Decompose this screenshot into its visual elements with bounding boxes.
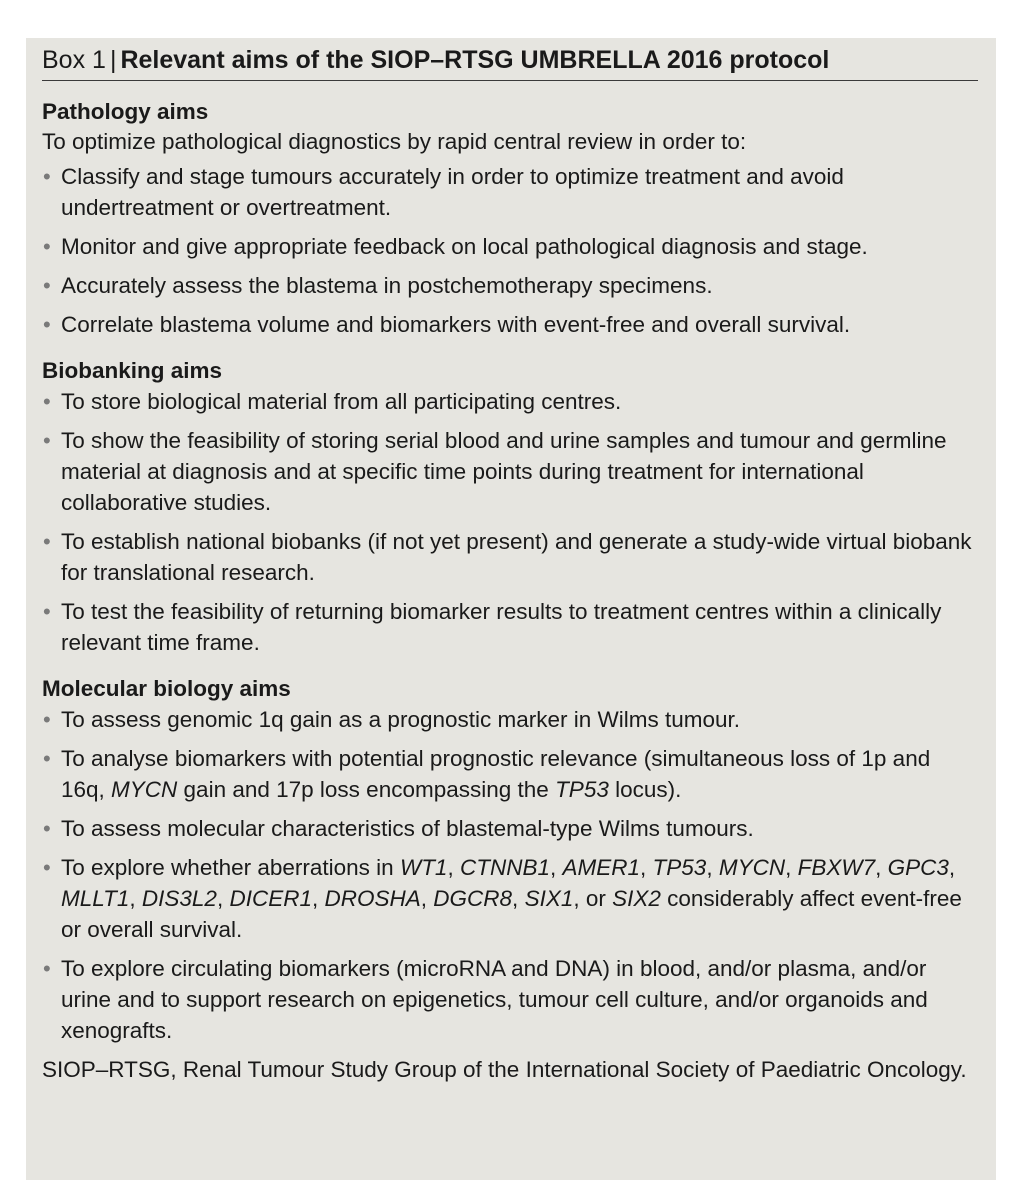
bullet-icon: •: [43, 855, 51, 880]
text-segment: Accurately assess the blastema in postchemotherapy specimens.: [61, 273, 713, 298]
text-segment: locus).: [608, 777, 682, 802]
bullet-icon: •: [43, 312, 51, 337]
gene-name: MYCN: [111, 777, 178, 802]
gene-name: CTNNB1: [459, 855, 550, 880]
text-segment: To store biological material from all participating centres.: [61, 389, 622, 414]
section-heading: Biobanking aims: [42, 358, 223, 383]
bullet-icon: •: [43, 599, 51, 624]
text-segment: ,: [447, 855, 460, 880]
text-segment: To assess molecular characteristics of blastemal-type Wilms tumours.: [61, 816, 754, 841]
gene-name: SIX1: [524, 886, 574, 911]
text-segment: To establish national biobanks (if not yet present) and generate a study-wide virtual biobank for translational research.: [61, 529, 972, 585]
footnote: SIOP–RTSG, Renal Tumour Study Group of the International Society of Paediatric Oncology.: [42, 1057, 967, 1082]
text-segment: Correlate blastema volume and biomarkers with event-free and overall survival.: [61, 312, 851, 337]
text-segment: ,: [948, 855, 956, 880]
box-heading: Relevant aims of the SIOP–RTSG UMBRELLA 2016 protocol: [120, 46, 830, 74]
gene-name: DGCR8: [433, 886, 513, 911]
gene-name: DICER1: [229, 886, 312, 911]
bullet-icon: •: [43, 234, 51, 259]
bullet-icon: •: [43, 746, 51, 771]
text-segment: considerably affect event-free or overall survival.: [61, 886, 962, 942]
bullet-icon: •: [43, 389, 51, 414]
text-segment: Classify and stage tumours accurately in order to optimize treatment and avoid undertreatment or overtreatment.: [61, 164, 844, 220]
bullet-icon: •: [43, 529, 51, 554]
list-item: [42, 743, 978, 805]
text-segment: ,: [129, 886, 142, 911]
text-segment: ,: [216, 886, 230, 911]
list-item: [42, 309, 978, 340]
text-segment: ,: [512, 886, 525, 911]
list-item: [42, 813, 978, 844]
bullet-icon: •: [43, 273, 51, 298]
gene-name: TP53: [652, 855, 707, 880]
text-segment: , or: [573, 886, 613, 911]
gene-name: GPC3: [887, 855, 949, 880]
box-1: [26, 38, 996, 1180]
gene-name: DIS3L2: [141, 886, 217, 911]
gene-name: TP53: [555, 777, 609, 802]
section-pathology-aims: [42, 97, 978, 340]
list-item: [42, 596, 978, 658]
section-heading: Pathology aims: [42, 99, 209, 124]
list-item: [42, 231, 978, 262]
list-item: [42, 953, 978, 1046]
section-molecular-biology-aims: [42, 674, 978, 1046]
text-segment: ,: [640, 855, 653, 880]
bullet-icon: •: [43, 956, 51, 981]
section-biobanking-aims: [42, 356, 978, 658]
list-item: [42, 270, 978, 301]
text-segment: To explore whether aberrations in: [61, 855, 400, 880]
gene-name: AMER1: [562, 855, 641, 880]
text-segment: ,: [785, 855, 798, 880]
box-title: [42, 44, 978, 81]
gene-name: DROSHA: [324, 886, 421, 911]
gene-name: FBXW7: [797, 855, 876, 880]
text-segment: ,: [875, 855, 888, 880]
aims-list: [42, 704, 978, 1046]
box-separator: |: [109, 46, 117, 74]
gene-name: MLLT1: [61, 886, 130, 911]
list-item: [42, 161, 978, 223]
list-item: [42, 704, 978, 735]
text-segment: ,: [420, 886, 434, 911]
text-segment: ,: [549, 855, 563, 880]
gene-name: SIX2: [612, 886, 661, 911]
bullet-icon: •: [43, 707, 51, 732]
text-segment: To show the feasibility of storing serial blood and urine samples and tumour and germline material at diagnosis and at specific time points during treatment for international collaborative studies.: [61, 428, 947, 515]
box-label: Box 1: [42, 46, 106, 74]
aims-list: [42, 161, 978, 340]
list-item: [42, 425, 978, 518]
gene-name: WT1: [399, 855, 448, 880]
bullet-icon: •: [43, 816, 51, 841]
list-item: [42, 526, 978, 588]
list-item: [42, 852, 978, 945]
text-segment: To explore circulating biomarkers (microRNA and DNA) in blood, and/or plasma, and/or urine and to support research on epigenetics, tumour cell culture, and/or organoids and xenografts.: [61, 956, 928, 1043]
text-segment: Monitor and give appropriate feedback on local pathological diagnosis and stage.: [61, 234, 868, 259]
text-segment: ,: [706, 855, 719, 880]
text-segment: To assess genomic 1q gain as a prognostic marker in Wilms tumour.: [61, 707, 741, 732]
sections-container: [42, 97, 978, 1046]
text-segment: To analyse biomarkers with potential prognostic relevance (simultaneous loss of 1p and 16q,: [61, 746, 931, 802]
section-intro: To optimize pathological diagnostics by rapid central review in order to:: [42, 129, 747, 154]
bullet-icon: •: [43, 164, 51, 189]
section-heading: Molecular biology aims: [42, 676, 291, 701]
text-segment: gain and 17p loss encompassing the: [177, 777, 556, 802]
text-segment: ,: [311, 886, 325, 911]
aims-list: [42, 386, 978, 658]
list-item: [42, 386, 978, 417]
text-segment: To test the feasibility of returning biomarker results to treatment centres within a clinically relevant time frame.: [61, 599, 942, 655]
bullet-icon: •: [43, 428, 51, 453]
gene-name: MYCN: [718, 855, 786, 880]
